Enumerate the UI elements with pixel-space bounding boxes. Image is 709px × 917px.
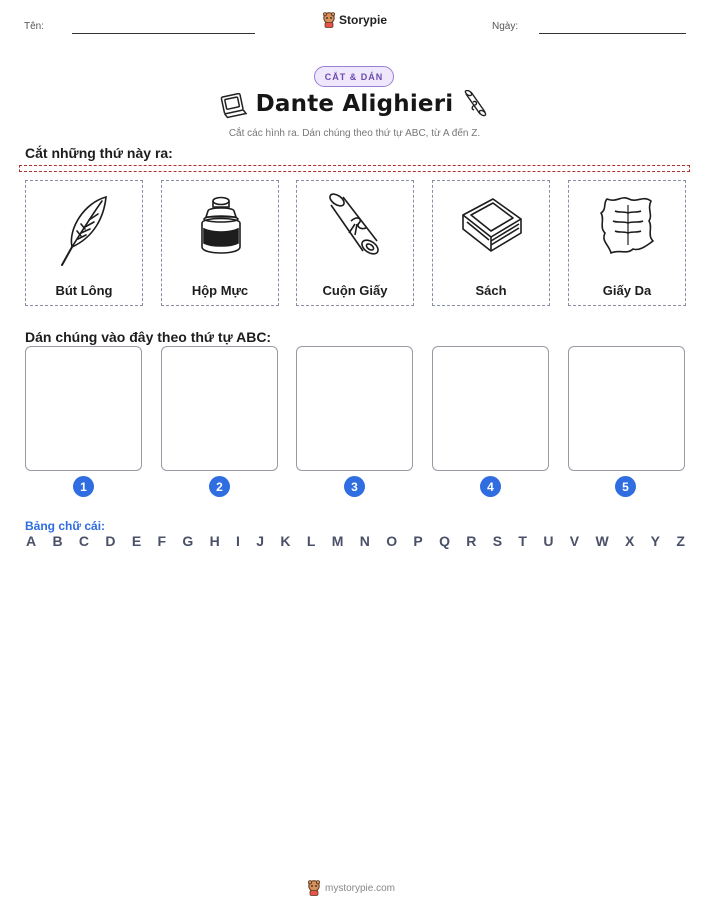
paste-heading: Dán chúng vào đây theo thứ tự ABC:	[25, 329, 272, 345]
scroll-icon	[321, 189, 391, 269]
alphabet-letter: I	[236, 533, 240, 549]
card-label: Giấy Da	[602, 283, 652, 298]
slot-number-3: 3	[344, 476, 365, 497]
activity-badge: CẮT & DÁN	[314, 66, 394, 87]
card-label: Sách	[475, 283, 507, 298]
storypie-mascot-icon	[322, 12, 336, 28]
storypie-mascot-icon	[307, 880, 321, 896]
alphabet-letter: O	[386, 533, 398, 549]
name-label: Tên:	[24, 21, 45, 32]
brand-logo	[322, 12, 387, 28]
slot-number-2: 2	[209, 476, 230, 497]
cut-card-book[interactable]	[432, 180, 550, 306]
alphabet-letter: B	[52, 533, 63, 549]
instructions: Cắt các hình ra. Dán chúng theo thứ tự ABC, từ A đến Z.	[228, 128, 481, 139]
alphabet-letter: G	[182, 533, 194, 549]
quill-icon	[50, 189, 120, 269]
parchment-icon	[593, 189, 663, 269]
alphabet-letter: H	[209, 533, 220, 549]
date-line[interactable]	[539, 33, 686, 34]
cut-card-quill[interactable]	[25, 180, 143, 306]
card-label: Cuộn Giấy	[322, 283, 388, 298]
date-label: Ngày:	[492, 21, 519, 32]
slot-number-4: 4	[480, 476, 501, 497]
alphabet-letter: W	[595, 533, 609, 549]
alphabet-letter: E	[131, 533, 142, 549]
card-label: Hộp Mực	[191, 283, 249, 298]
alphabet-letter: R	[466, 533, 477, 549]
cut-line	[19, 165, 690, 172]
name-line[interactable]	[72, 33, 255, 34]
cut-card-ink-pot[interactable]	[161, 180, 279, 306]
alphabet-letter: L	[306, 533, 316, 549]
alphabet-letter: D	[105, 533, 116, 549]
ink-pot-icon	[186, 189, 256, 269]
alphabet-letter: P	[413, 533, 423, 549]
scroll-decor-icon	[460, 90, 488, 122]
cut-card-parchment[interactable]	[568, 180, 686, 306]
alphabet-letter: N	[359, 533, 370, 549]
alphabet-letter: F	[157, 533, 167, 549]
alphabet-row	[26, 533, 685, 549]
cut-card-scroll[interactable]	[296, 180, 414, 306]
book-icon	[457, 189, 527, 269]
alphabet-letter: J	[256, 533, 265, 549]
footer	[307, 880, 395, 896]
slot-number-5: 5	[615, 476, 636, 497]
alphabet-letter: U	[543, 533, 554, 549]
paste-slot-3[interactable]	[296, 346, 413, 471]
alphabet-letter: Z	[676, 533, 685, 549]
alphabet-letter: M	[331, 533, 344, 549]
alphabet-letter: Y	[650, 533, 660, 549]
alphabet-title: Bảng chữ cái:	[25, 519, 106, 533]
alphabet-letter: C	[78, 533, 90, 549]
alphabet-letter: V	[569, 533, 580, 549]
alphabet-letter: K	[280, 533, 291, 549]
slot-number-1: 1	[73, 476, 94, 497]
card-label: Bút Lông	[55, 283, 113, 298]
footer-url[interactable]: mystorypie.com	[325, 882, 396, 894]
paste-slot-1[interactable]	[25, 346, 142, 471]
page-title: Dante Alighieri	[255, 91, 454, 117]
alphabet-letter: S	[492, 533, 503, 549]
alphabet-letter: T	[518, 533, 527, 549]
alphabet-letter: X	[624, 533, 635, 549]
paste-slot-2[interactable]	[161, 346, 278, 471]
alphabet-letter: Q	[439, 533, 450, 549]
alphabet-letter: A	[26, 533, 37, 549]
paste-slot-5[interactable]	[568, 346, 685, 471]
brand-name: Storypie	[339, 13, 388, 27]
cut-heading: Cắt những thứ này ra:	[25, 145, 173, 161]
paste-slot-4[interactable]	[432, 346, 549, 471]
